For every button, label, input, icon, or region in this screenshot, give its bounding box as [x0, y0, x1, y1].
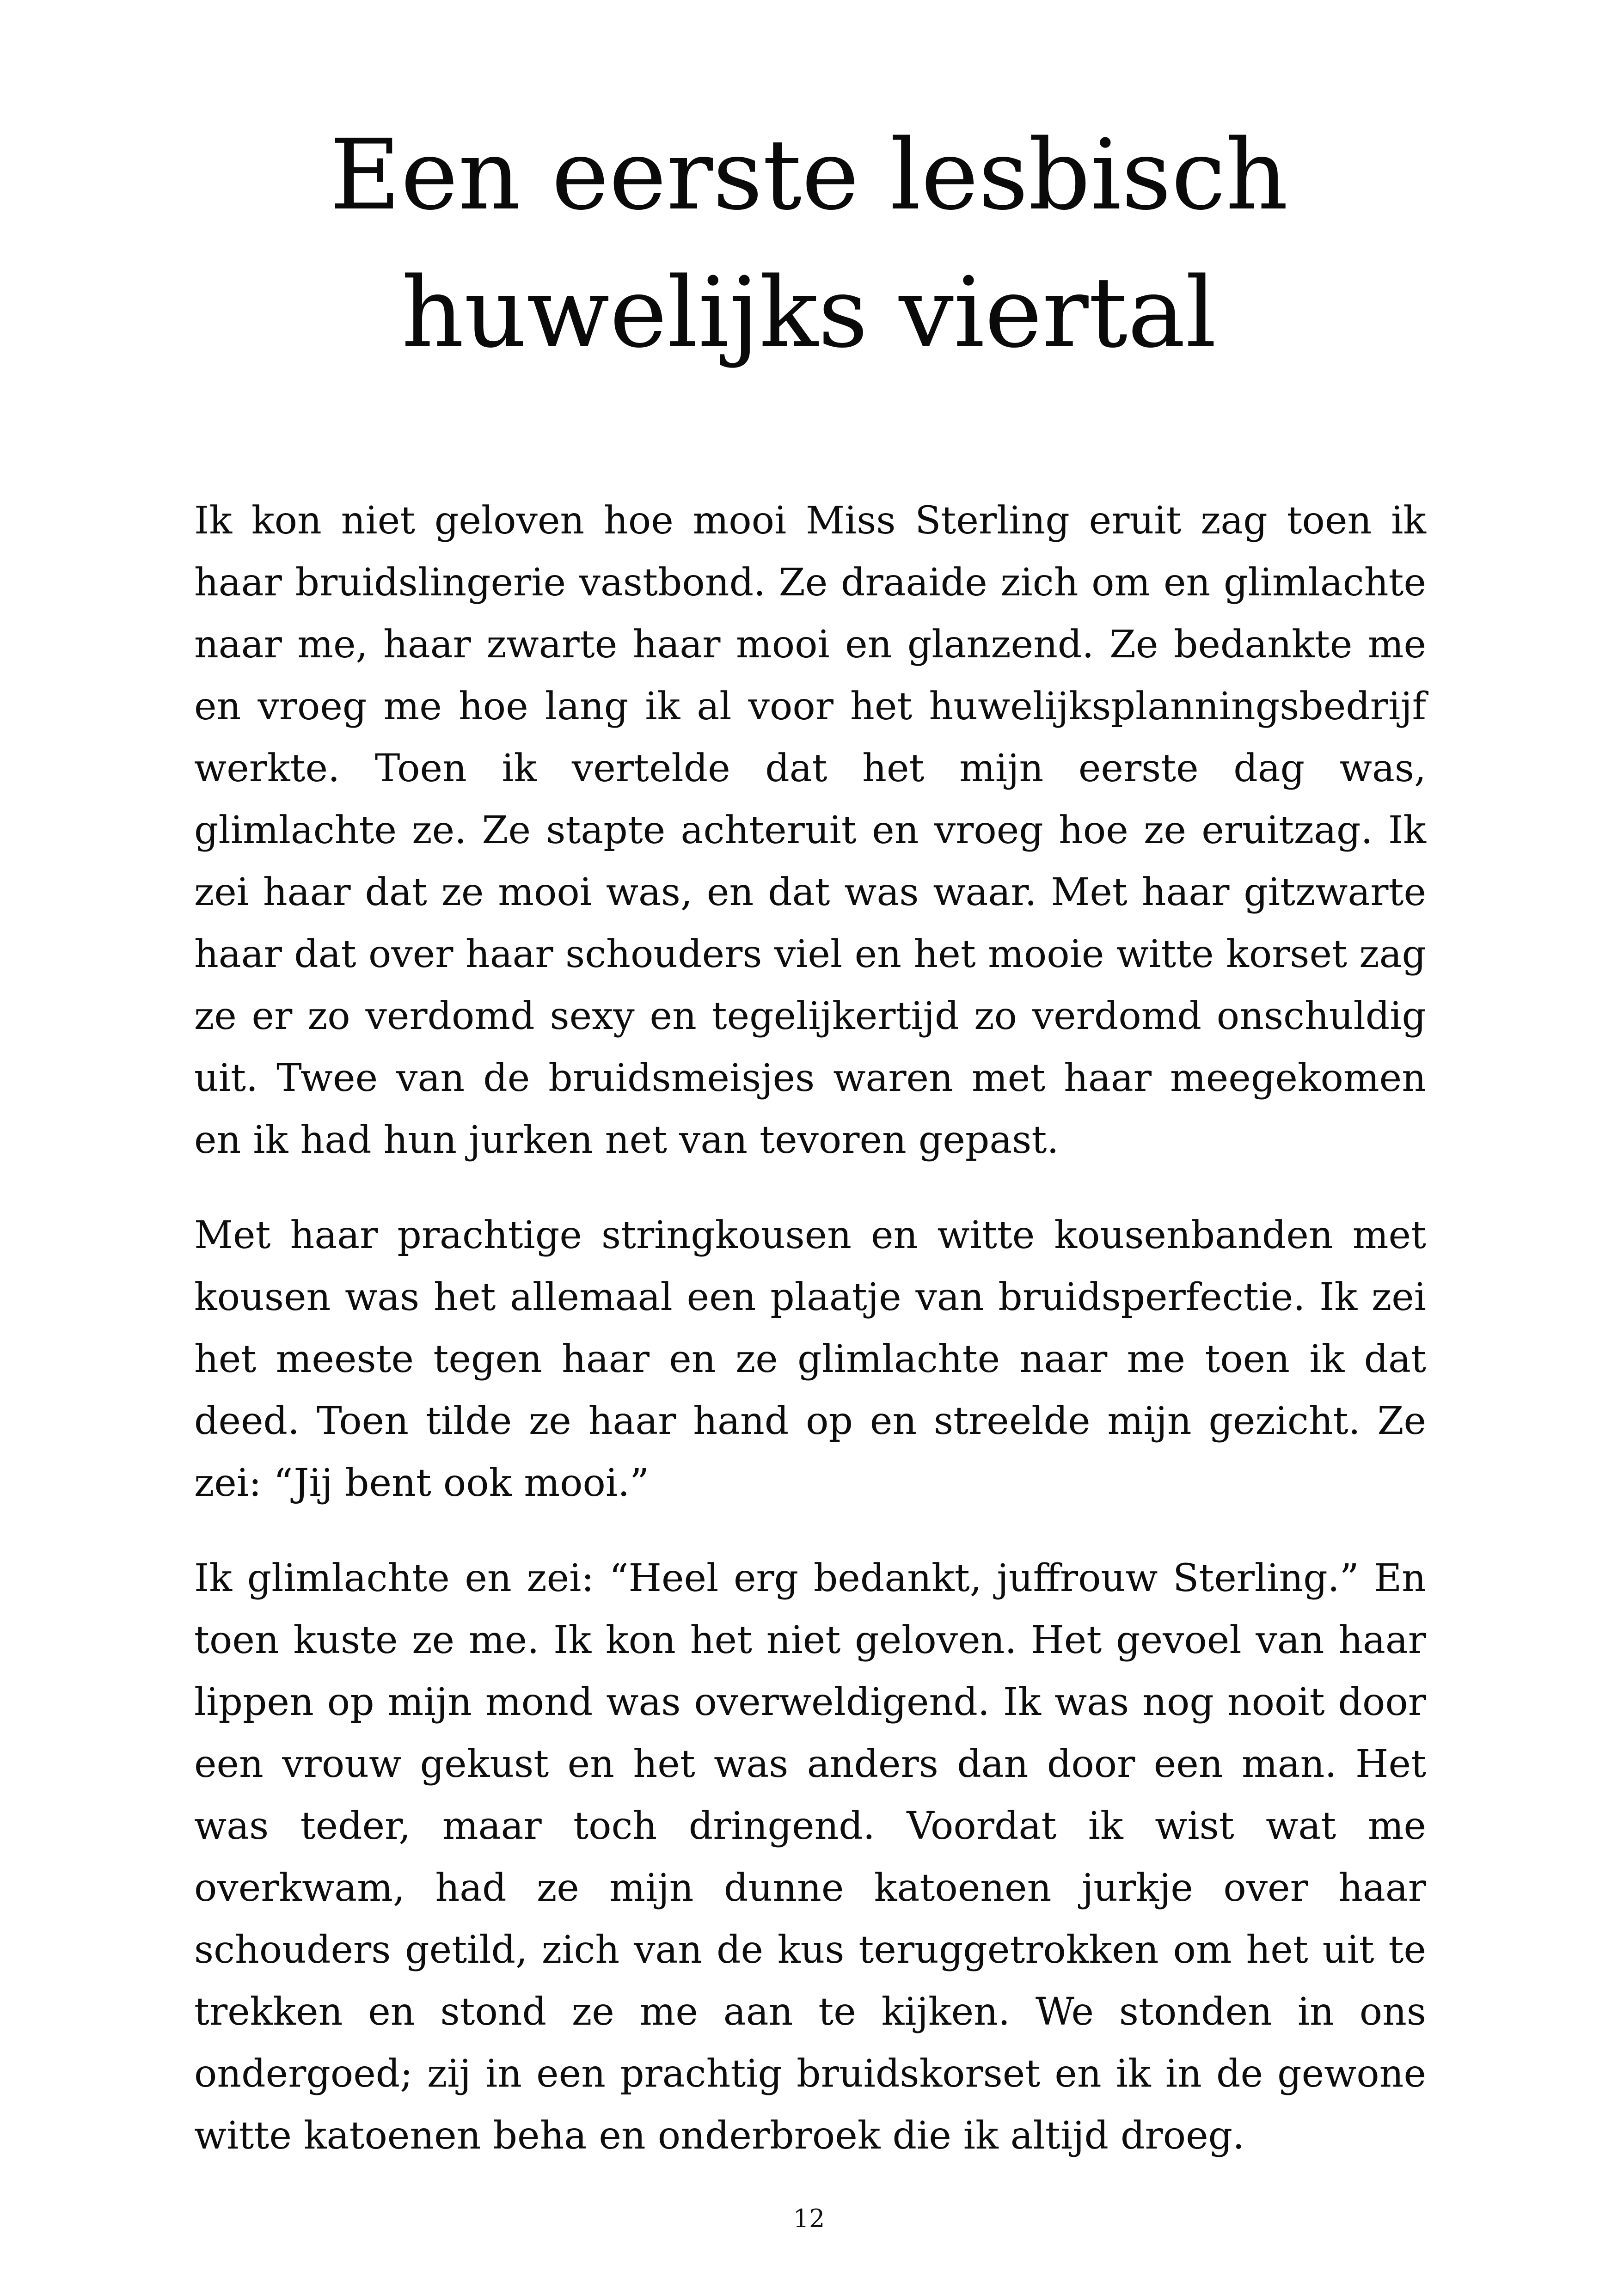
page-number: 12: [793, 2204, 825, 2233]
chapter-title: [194, 106, 1424, 382]
body-text: [194, 490, 1426, 2200]
paragraph-3: Ik glimlachte en zei: “Heel erg bedankt, juffrouw Sterling.” En toen kuste ze me. Ik kon het niet geloven. Het gevoel van haar lippen op mijn mond was overweldigend. Ik was nog nooit door een vrouw gekust en het was anders dan door een man. Het was teder, maar toch dringend. Voordat ik wist wat me overkwam, had ze mijn dunne katoenen jurkje over haar schouders getild, zich van de kus teruggetrokken om het uit te trekken en stond ze me aan te kijken. We stonden in ons ondergoed; zij in een prachtig bruidskorset en ik in de gewone witte katoenen beha en onderbroek die ik altijd droeg.: [194, 1556, 1426, 2158]
chapter-title-line-2: huwelijks viertal: [401, 256, 1217, 369]
paragraph-1: Ik kon niet geloven hoe mooi Miss Sterling eruit zag toen ik haar bruidslingerie vastbond. Ze draaide zich om en glimlachte naar me, haar zwarte haar mooi en glanzend. Ze bedankte me en vroeg me hoe lang ik al voor het huwelijksplanningsbedrijf werkte. Toen ik vertelde dat het mijn eerste dag was, glimlachte ze. Ze stapte achteruit en vroeg hoe ze eruitzag. Ik zei haar dat ze mooi was, en dat was waar. Met haar gitzwarte haar dat over haar schouders viel en het mooie witte korset zag ze er zo verdomd sexy en tegelijkertijd zo verdomd onschuldig uit. Twee van de bruidsmeisjes waren met haar meegekomen en ik had hun jurken net van tevoren gepast.: [194, 499, 1426, 1162]
paragraph-2: Met haar prachtige stringkousen en witte kousenbanden met kousen was het allemaal een plaatje van bruidsperfectie. Ik zei het meeste tegen haar en ze glimlachte naar me toen ik dat deed. Toen tilde ze haar hand op en streelde mijn gezicht. Ze zei: “Jij bent ook mooi.”: [194, 1213, 1426, 1505]
chapter-title-line-1: Een eerste lesbisch: [330, 118, 1288, 232]
